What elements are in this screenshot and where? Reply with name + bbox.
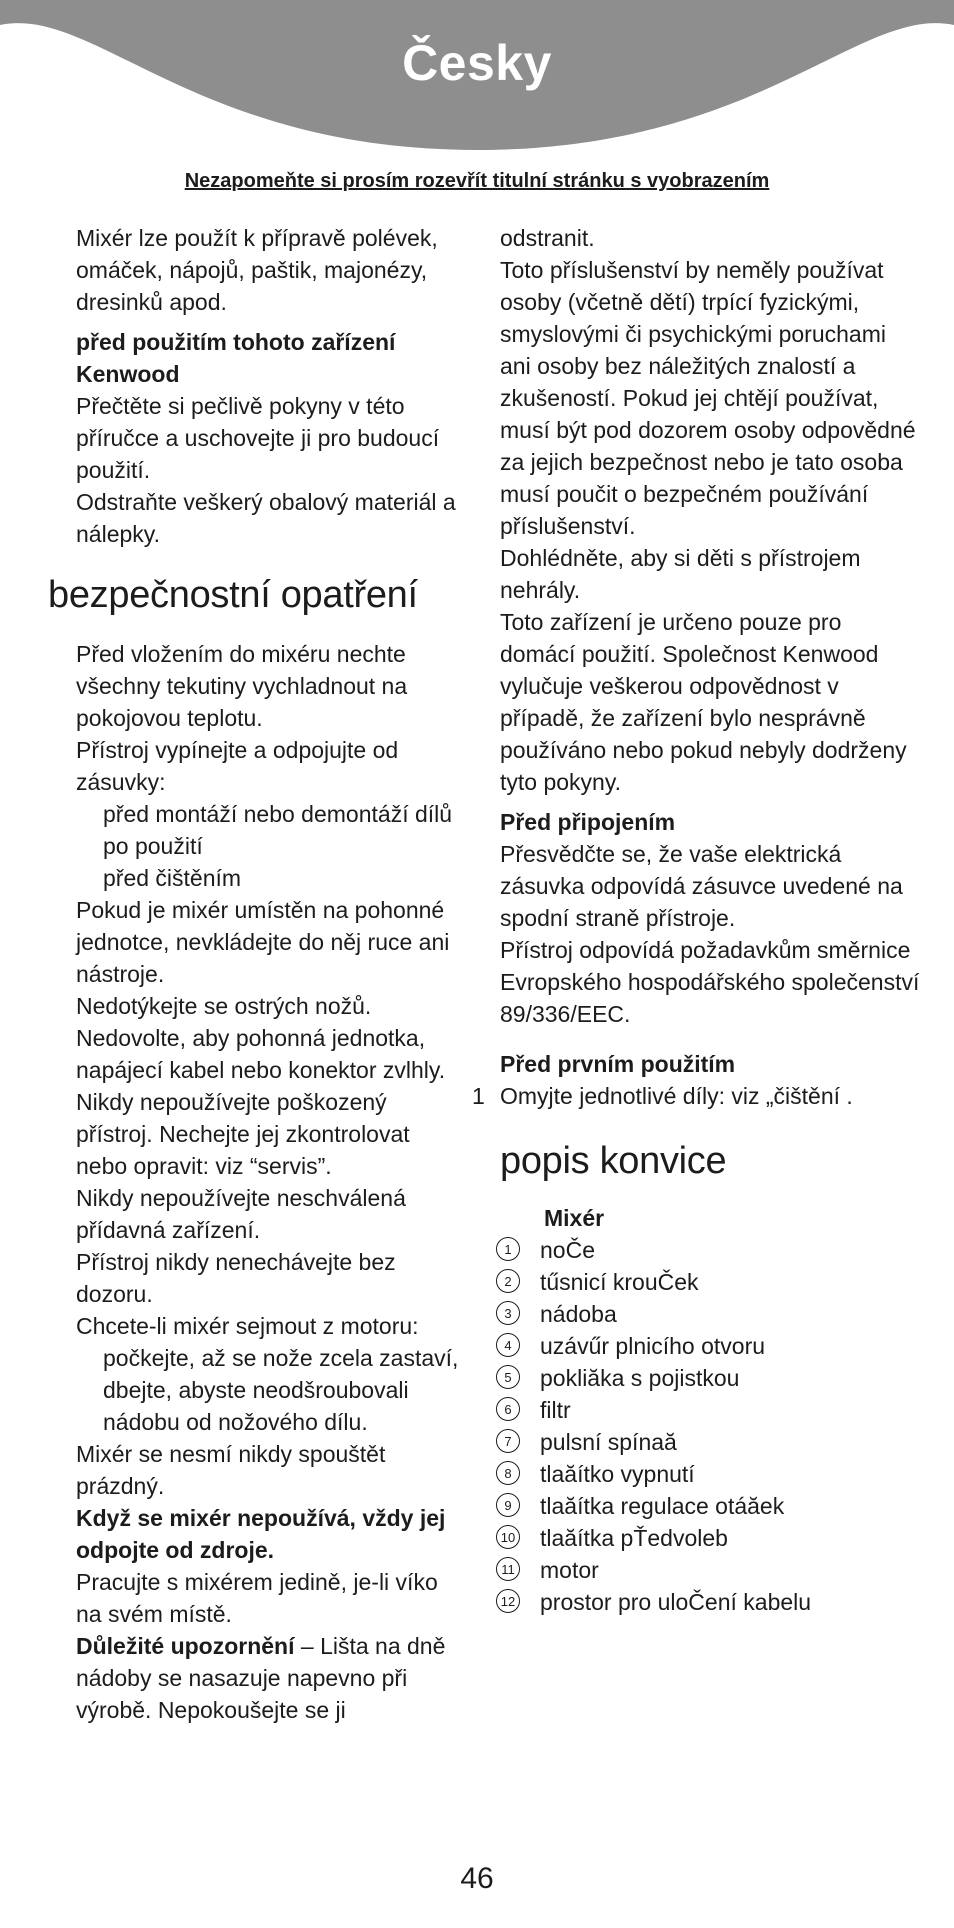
part-item <box>496 1394 920 1426</box>
remove-subitem: dbejte, abyste neodšroubovali nádobu od nožového dílu. <box>103 1377 409 1435</box>
part-number-circle: 11 <box>496 1557 520 1581</box>
part-item <box>496 1522 920 1554</box>
part-label: uzávűr plnicího otvoru <box>540 1333 766 1359</box>
part-number-circle: 10 <box>496 1525 520 1549</box>
part-number-circle: 5 <box>496 1365 520 1389</box>
intro-paragraph: Mixér lze použít k přípravě polévek, omáček, nápojů, paštik, majonézy, dresinků apod. <box>76 225 438 315</box>
safety-item: Nikdy nepoužívejte neschválená přídavná zařízení. <box>76 1185 406 1243</box>
left-column <box>48 222 466 1726</box>
connect-paragraph: Přesvědčte se, že vaše elektrická zásuvka odpovídá zásuvce uvedené na spodní straně přístroje. <box>500 841 903 931</box>
part-item <box>496 1234 920 1266</box>
part-label: pulsní spínaă <box>540 1429 677 1455</box>
parts-list-title: Mixér <box>544 1205 605 1231</box>
part-number-circle: 2 <box>496 1269 520 1293</box>
part-label: nádoba <box>540 1301 617 1327</box>
page-number: 46 <box>460 1862 494 1895</box>
part-item <box>496 1426 920 1458</box>
safety-item: Pokud je mixér umístěn na pohonné jednotce, nevkládejte do něj ruce ani nástroje. <box>76 897 450 987</box>
connect-paragraph: Přístroj odpovídá požadavkům směrnice Evropského hospodářského společenství 89/336/EEC. <box>500 937 920 1027</box>
part-item <box>496 1266 920 1298</box>
safety-item: Nedovolte, aby pohonná jednotka, napájecí kabel nebo konektor zvlhly. <box>76 1025 446 1083</box>
part-number-circle: 9 <box>496 1493 520 1517</box>
part-item <box>496 1330 920 1362</box>
unplug-subitem: před montáží nebo demontáží dílů <box>103 801 453 827</box>
before-use-paragraph: Odstraňte veškerý obalový materiál a nálepky. <box>76 489 456 547</box>
description-heading: popis konvice <box>500 1140 727 1182</box>
part-item <box>496 1362 920 1394</box>
header-band <box>0 0 954 170</box>
unplug-subitem: před čištěním <box>103 865 242 891</box>
part-item <box>496 1490 920 1522</box>
part-item <box>496 1458 920 1490</box>
part-number-circle: 6 <box>496 1397 520 1421</box>
before-connect-heading: Před připojením <box>500 809 676 835</box>
step-text: Omyjte jednotlivé díly: viz „čištění . <box>500 1083 853 1109</box>
safety-item: Chcete-li mixér sejmout z motoru: <box>76 1313 419 1339</box>
important-label: Důležité upozornění <box>76 1633 295 1659</box>
safety-item: Pracujte s mixérem jedině, je-li víko na svém místě. <box>76 1569 438 1627</box>
safety-item: Toto zařízení je určeno pouze pro domácí použití. Společnost Kenwood vylučuje veškerou odpovědnost v případě, že zařízení bylo nesprávně používáno nebo pokud nebyly dodrženy tyto pokyny. <box>500 609 907 795</box>
safety-item: Mixér se nesmí nikdy spouštět prázdný. <box>76 1441 386 1499</box>
first-use-heading: Před prvním použitím <box>500 1051 736 1077</box>
before-use-heading: před použitím tohoto zařízení Kenwood <box>76 329 396 387</box>
safety-item: Před vložením do mixéru nechte všechny tekutiny vychladnout na pokojovou teplotu. <box>76 641 408 731</box>
part-number-circle: 12 <box>496 1589 520 1613</box>
important-note <box>76 1630 466 1726</box>
part-label: tűsnicí krouČek <box>540 1269 699 1295</box>
safety-item: Přístroj nikdy nenechávejte bez dozoru. <box>76 1249 396 1307</box>
continuation-text: odstranit. <box>500 225 595 251</box>
part-item <box>496 1298 920 1330</box>
part-label: tlaăítka pŤedvoleb <box>540 1525 728 1551</box>
part-number-circle: 7 <box>496 1429 520 1453</box>
part-label: motor <box>540 1557 599 1583</box>
part-label: noČe <box>540 1237 595 1263</box>
part-number-circle: 1 <box>496 1237 520 1261</box>
right-column <box>472 222 920 1618</box>
before-use-paragraph: Přečtěte si pečlivě pokyny v této příručce a uschovejte ji pro budoucí použití. <box>76 393 440 483</box>
safety-item: Přístroj vypínejte a odpojujte od zásuvky: <box>76 737 399 795</box>
unplug-warning: Když se mixér nepoužívá, vždy jej odpojte od zdroje. <box>76 1505 446 1563</box>
part-number-circle: 8 <box>496 1461 520 1485</box>
safety-heading: bezpečnostní opatření <box>48 574 418 616</box>
part-number-circle: 4 <box>496 1333 520 1357</box>
step-number: 1 <box>472 1083 485 1109</box>
part-item <box>496 1586 920 1618</box>
part-label: tlaăítka regulace otáăek <box>540 1493 785 1519</box>
safety-item: Nedotýkejte se ostrých nožů. <box>76 993 372 1019</box>
part-label: filtr <box>540 1397 571 1423</box>
part-item <box>496 1554 920 1586</box>
part-number-circle: 3 <box>496 1301 520 1325</box>
first-use-step <box>472 1080 920 1112</box>
important-text: – Lišta na dně nádoby se nasazuje napevno při výrobě. Nepokoušejte se ji <box>76 1633 446 1723</box>
safety-item: Dohlédněte, aby si děti s přístrojem nehrály. <box>500 545 861 603</box>
language-title: Česky <box>402 35 552 91</box>
part-label: prostor pro uloČení kabelu <box>540 1589 812 1615</box>
part-label: tlaăítko vypnutí <box>540 1461 695 1487</box>
safety-item: Toto příslušenství by neměly používat osoby (včetně dětí) trpící fyzickými, smyslovými či psychickými poruchami ani osoby bez náležitých znalostí a zkušeností. Pokud jej chtějí používat, musí být pod dozorem osoby odpovědné za jejich bezpečnost nebo je tato osoba musí poučit o bezpečném používání příslušenství. <box>500 257 916 539</box>
unplug-subitem: po použití <box>103 833 203 859</box>
safety-item: Nikdy nepoužívejte poškozený přístroj. Nechejte jej zkontrolovat nebo opravit: viz “servis”. <box>76 1089 410 1179</box>
remove-subitem: počkejte, až se nože zcela zastaví, <box>103 1345 459 1371</box>
parts-list <box>500 1234 920 1618</box>
part-label: pokliăka s pojistkou <box>540 1365 740 1391</box>
fold-out-reminder: Nezapomeňte si prosím rozevřít titulní stránku s vyobrazením <box>184 170 770 192</box>
